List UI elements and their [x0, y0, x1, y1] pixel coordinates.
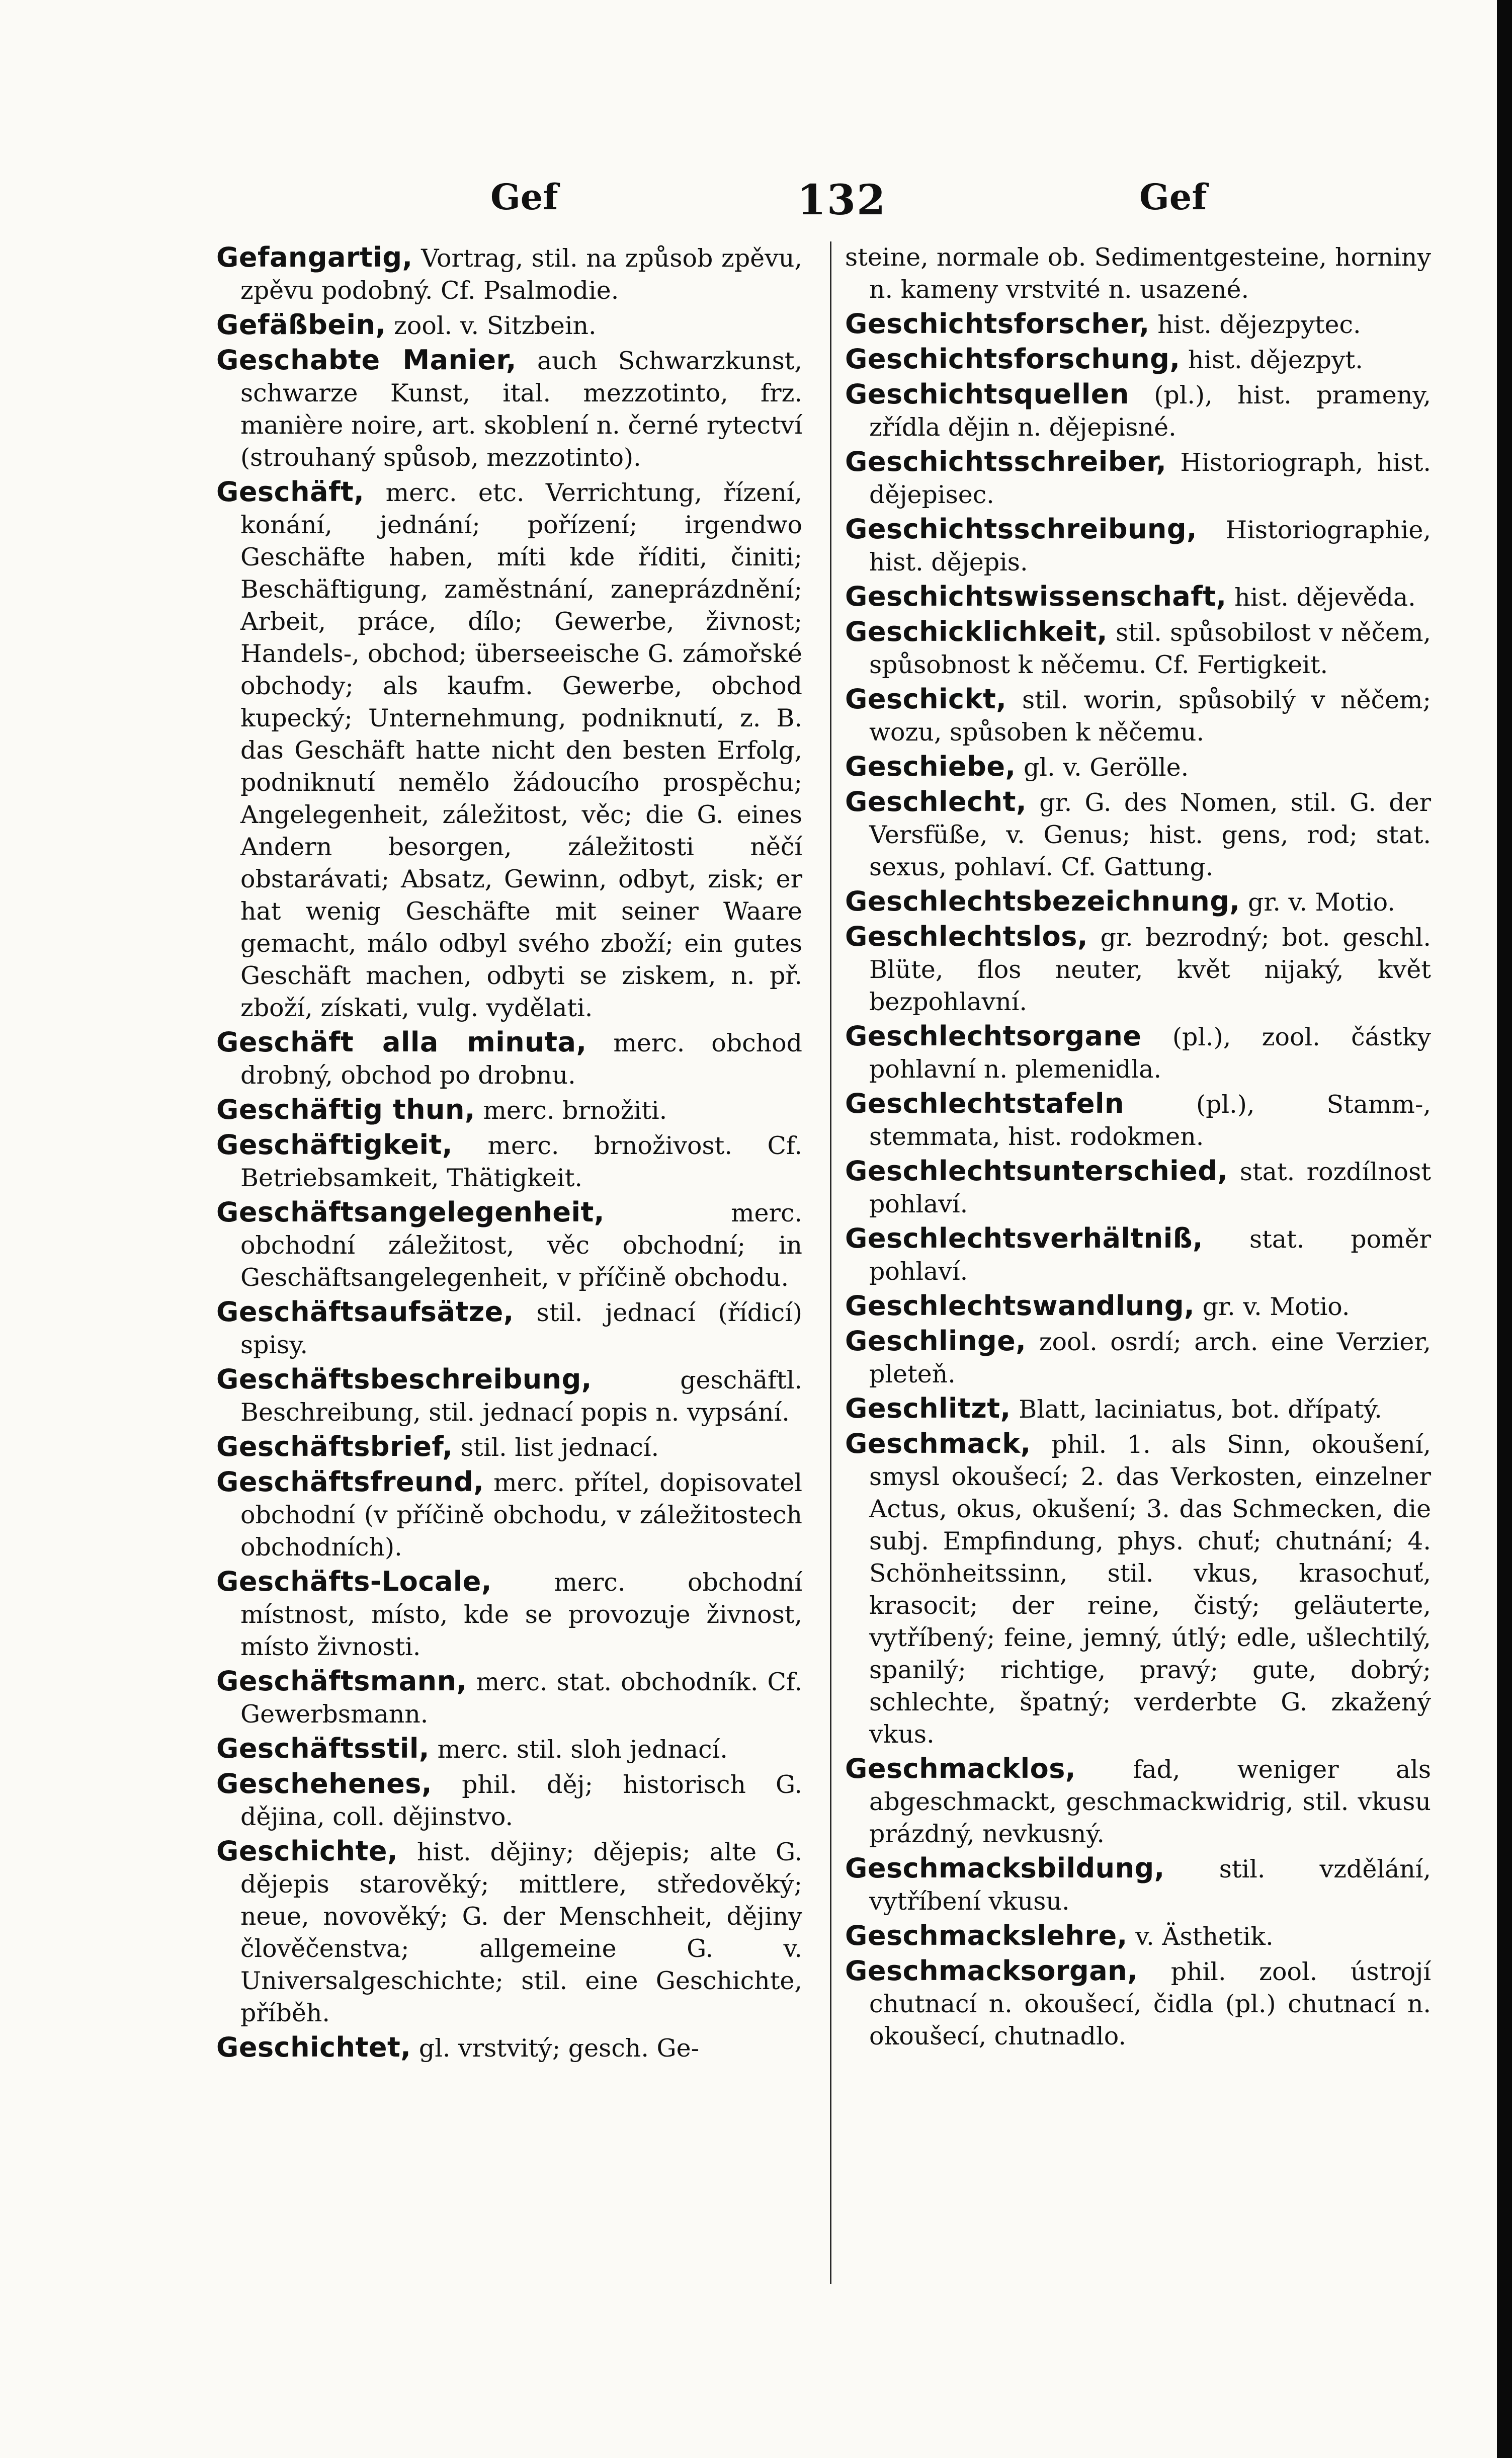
headword: Geschlechtsorgane: [845, 1020, 1142, 1052]
left-guide-word: Gef: [490, 176, 558, 218]
headword: Geschäftsmann,: [216, 1665, 467, 1697]
dictionary-entry: [845, 343, 1431, 376]
definition: steine, normale ob. Sedimentgesteine, horniny n. kameny vrstvité n. usazené.: [845, 243, 1431, 304]
dictionary-entry: [216, 1835, 802, 2029]
dictionary-entry: [216, 1296, 802, 1361]
page-header: [216, 176, 1444, 236]
definition: gr. v. Motio.: [1247, 888, 1395, 917]
headword: Geschichtsschreibung,: [845, 513, 1198, 545]
dictionary-entry: [845, 1222, 1431, 1288]
dictionary-entry: [216, 1566, 802, 1663]
dictionary-entry: [845, 1392, 1431, 1426]
definition: merc. přítel, dopisovatel obchodní (v příčině obchodu, v záležitostech obchodních).: [240, 1468, 802, 1562]
dictionary-entry: [845, 308, 1431, 341]
dictionary-entry: [845, 1088, 1431, 1153]
definition: gr. G. des Nomen, stil. G. der Versfüße, v. Genus; hist. gens, rod; stat. sexus, pohlaví. Cf. Gattung.: [869, 788, 1431, 881]
dictionary-entry: [845, 751, 1431, 784]
dictionary-entry: [216, 1665, 802, 1731]
dictionary-entry: [216, 344, 802, 474]
dictionary-entry: [845, 683, 1431, 749]
definition: (pl.), hist. prameny, zřídla dějin n. dějepisné.: [869, 381, 1432, 442]
definition: gl. vrstvitý; gesch. Ge-: [418, 2034, 700, 2063]
dictionary-entry: [845, 378, 1431, 444]
definition: Historiograph, hist. dějepisec.: [869, 448, 1432, 509]
definition: Blatt, laciniatus, bot. dřípatý.: [1019, 1395, 1382, 1424]
dictionary-entry: [216, 1768, 802, 1833]
dictionary-entry: [216, 1733, 802, 1766]
definition: hist. dějiny; dějepis; alte G. dějepis starověký; mittlere, středověký; neue, novověký; G. der Menschheit, dějiny člověčenstva; allgemeine G. v. Universalgeschichte; stil. eine Geschichte, příběh.: [240, 1838, 803, 2027]
definition: (pl.), zool. částky pohlavní n. plemenidla.: [869, 1023, 1431, 1084]
definition: gr. v. Motio.: [1202, 1292, 1350, 1321]
dictionary-entry: [216, 1196, 802, 1294]
dictionary-entry: [216, 1026, 802, 1092]
headword: Geschlechtsbezeichnung,: [845, 885, 1240, 917]
headword: Geschichtswissenschaft,: [845, 581, 1227, 612]
left-column: [216, 241, 802, 2067]
dictionary-entry: [845, 1020, 1431, 1086]
definition: merc. obchod drobný, obchod po drobnu.: [240, 1029, 803, 1090]
definition: stil. vzdělání, vytříbení vkusu.: [869, 1855, 1432, 1916]
definition: hist. dějevěda.: [1234, 583, 1416, 612]
headword: Geschmackslehre,: [845, 1920, 1128, 1951]
definition: merc. stil. sloh jednací.: [437, 1735, 728, 1764]
headword: Geschichtsquellen: [845, 378, 1129, 410]
definition: (pl.), Stamm-, stemmata, hist. rodokmen.: [869, 1090, 1431, 1151]
definition: zool. v. Sitzbein.: [394, 311, 597, 340]
definition: phil. 1. als Sinn, okoušení, smysl okoušecí; 2. das Verkosten, einzelner Actus, okus, okušení; 3. das Schmecken, die subj. Empfindung, phys. chuť; chutnání; 4. Schönheitssinn, stil. vkus, krasochuť, krasocit; der reine, čistý; geläuterte, vytříbený; feine, jemný, útlý; edle, ušlechtilý, spanilý; richtige, pravý; gute, dobrý; schlechte, špatný; verderbte G. zkažený vkus.: [869, 1430, 1432, 1749]
definition: merc. obchodní místnost, místo, kde se provozuje živnost, místo živnosti.: [240, 1568, 802, 1661]
definition: hist. dějezpytec.: [1157, 310, 1361, 339]
headword: Geschäftsangelegenheit,: [216, 1196, 605, 1228]
headword: Geschlechtswandlung,: [845, 1290, 1195, 1322]
definition: v. Ästhetik.: [1135, 1922, 1274, 1951]
headword: Geschichtet,: [216, 2031, 411, 2063]
dictionary-entry: [845, 513, 1431, 579]
definition: zool. osrdí; arch. eine Verzier, pleteň.: [869, 1328, 1431, 1388]
headword: Geschickt,: [845, 683, 1007, 715]
definition: merc. etc. Verrichtung, řízení, konání, jednání; pořízení; irgendwo Geschäfte haben, míti kde říditi, činiti; Beschäftigung, zaměstnání, zaneprázdnění; Arbeit, práce, dílo; Gewerbe, živnost; Handels-, obchod; überseeische G. zámořské obchody; als kaufm. Gewerbe, obchod kupecký; Unternehmung, podniknutí, z. B. das Geschäft hatte nicht den besten Erfolg, podniknutí nemělo žádoucího prospěchu; Angelegenheit, záležitost, věc; die G. eines Andern besorgen, záležitosti něčí obstarávati; Absatz, Gewinn, odbyt, zisk; er hat wenig Geschäfte mit seiner Waare gemacht, málo odbyl svého zboží; ein gutes Geschäft machen, odbyti se ziskem, n. př. zboží, získati, vulg. vydělati.: [240, 478, 802, 1022]
headword: Geschäft,: [216, 476, 365, 508]
headword: Geschichtsforschung,: [845, 343, 1181, 375]
right-guide-word: Gef: [1139, 176, 1207, 218]
dictionary-entry: [216, 476, 802, 1024]
headword: Geschäftigkeit,: [216, 1129, 453, 1161]
headword: Geschichtsschreiber,: [845, 446, 1167, 477]
definition: stat. rozdílnost pohlaví.: [869, 1158, 1431, 1218]
headword: Geschlinge,: [845, 1325, 1027, 1357]
definition: hist. dějezpyt.: [1188, 346, 1363, 374]
dictionary-entry: [845, 241, 1431, 306]
headword: Geschehenes,: [216, 1768, 432, 1799]
dictionary-entry: [845, 1290, 1431, 1323]
dictionary-entry: [216, 1129, 802, 1194]
definition: phil. děj; historisch G. dějina, coll. dějinstvo.: [240, 1770, 803, 1831]
dictionary-entry: [845, 1428, 1431, 1751]
headword: Geschmacksbildung,: [845, 1852, 1165, 1884]
headword: Gefäßbein,: [216, 309, 386, 341]
headword: Geschabte Manier,: [216, 344, 517, 376]
headword: Geschichte,: [216, 1835, 398, 1867]
definition: merc. brnožiti.: [483, 1096, 667, 1125]
headword: Geschlechtslos,: [845, 921, 1088, 952]
dictionary-entry: [216, 1466, 802, 1564]
definition: Vortrag, stil. na způsob zpěvu, zpěvu podobný. Cf. Psalmodie.: [240, 244, 802, 305]
definition: gl. v. Gerölle.: [1024, 753, 1189, 782]
headword: Geschäftsfreund,: [216, 1466, 484, 1498]
dictionary-entry: [845, 616, 1431, 681]
page-number: 132: [797, 176, 887, 224]
column-divider: [830, 241, 831, 2284]
headword: Geschichtsforscher,: [845, 308, 1150, 340]
dictionary-entry: [845, 1852, 1431, 1918]
dictionary-entry: [216, 2031, 802, 2065]
definition: gr. bezrodný; bot. geschl. Blüte, flos neuter, květ nijaký, květ bezpohlavní.: [869, 923, 1431, 1016]
dictionary-entry: [216, 309, 802, 342]
dictionary-entry: [845, 1325, 1431, 1390]
dictionary-entry: [845, 1955, 1431, 2053]
definition: geschäftl. Beschreibung, stil. jednací popis n. vypsání.: [240, 1366, 802, 1427]
headword: Geschlechtsverhältniß,: [845, 1222, 1204, 1254]
dictionary-entry: [845, 581, 1431, 614]
definition: phil. zool. ústrojí chutnací n. okoušecí, čidla (pl.) chutnací n. okoušecí, chutnadlo.: [869, 1957, 1431, 2051]
headword: Geschäftsstil,: [216, 1733, 430, 1764]
definition: stil. jednací (řídicí) spisy.: [240, 1298, 802, 1359]
headword: Geschlechtstafeln: [845, 1088, 1124, 1119]
definition: merc. obchodní záležitost, věc obchodní; in Geschäftsangelegenheit, v příčině obchodu.: [240, 1199, 802, 1292]
definition: stat. poměr pohlaví.: [869, 1225, 1431, 1286]
headword: Geschäft alla minuta,: [216, 1026, 587, 1058]
dictionary-entry: [845, 1155, 1431, 1220]
dictionary-entry: [845, 1753, 1431, 1850]
headword: Geschlechtsunterschied,: [845, 1155, 1228, 1187]
headword: Geschlitzt,: [845, 1392, 1011, 1424]
headword: Geschmacksorgan,: [845, 1955, 1138, 1987]
definition: stil. worin, spůsobilý v něčem; wozu, spůsoben k něčemu.: [869, 686, 1431, 747]
dictionary-entry: [845, 446, 1431, 511]
definition: merc. brnoživost. Cf. Betriebsamkeit, Thätigkeit.: [240, 1131, 802, 1192]
headword: Geschäftsbrief,: [216, 1431, 453, 1462]
definition: Historiographie, hist. dějepis.: [869, 516, 1431, 577]
dictionary-entry: [216, 1431, 802, 1464]
headword: Geschiebe,: [845, 751, 1016, 782]
headword: Geschicklichkeit,: [845, 616, 1108, 647]
dictionary-entry: [216, 241, 802, 307]
headword: Geschäftsaufsätze,: [216, 1296, 514, 1328]
dictionary-entry: [845, 885, 1431, 919]
headword: Geschäftsbeschreibung,: [216, 1363, 592, 1395]
definition: merc. stat. obchodník. Cf. Gewerbsmann.: [240, 1668, 802, 1729]
right-column: [845, 241, 1431, 2055]
dictionary-entry: [216, 1363, 802, 1429]
dictionary-entry: [845, 786, 1431, 883]
headword: Geschlecht,: [845, 786, 1027, 817]
headword: Geschmacklos,: [845, 1753, 1076, 1784]
scan-edge: [1497, 0, 1512, 2458]
dictionary-entry: [845, 921, 1431, 1018]
definition: fad, weniger als abgeschmackt, geschmackwidrig, stil. vkusu prázdný, nevkusný.: [869, 1755, 1431, 1848]
headword: Geschäfts-Locale,: [216, 1566, 492, 1597]
dictionary-entry: [845, 1920, 1431, 1953]
headword: Geschmack,: [845, 1428, 1031, 1459]
definition: stil. list jednací.: [460, 1433, 659, 1462]
headword: Geschäftig thun,: [216, 1094, 475, 1125]
headword: Gefangartig,: [216, 241, 413, 273]
definition: auch Schwarzkunst, schwarze Kunst, ital. mezzotinto, frz. manière noire, art. skoblení n. černé rytectví (strouhaný spůsob, mezzotinto).: [240, 347, 802, 472]
definition: stil. spůsobilost v něčem, spůsobnost k něčemu. Cf. Fertigkeit.: [869, 618, 1432, 679]
dictionary-entry: [216, 1094, 802, 1127]
